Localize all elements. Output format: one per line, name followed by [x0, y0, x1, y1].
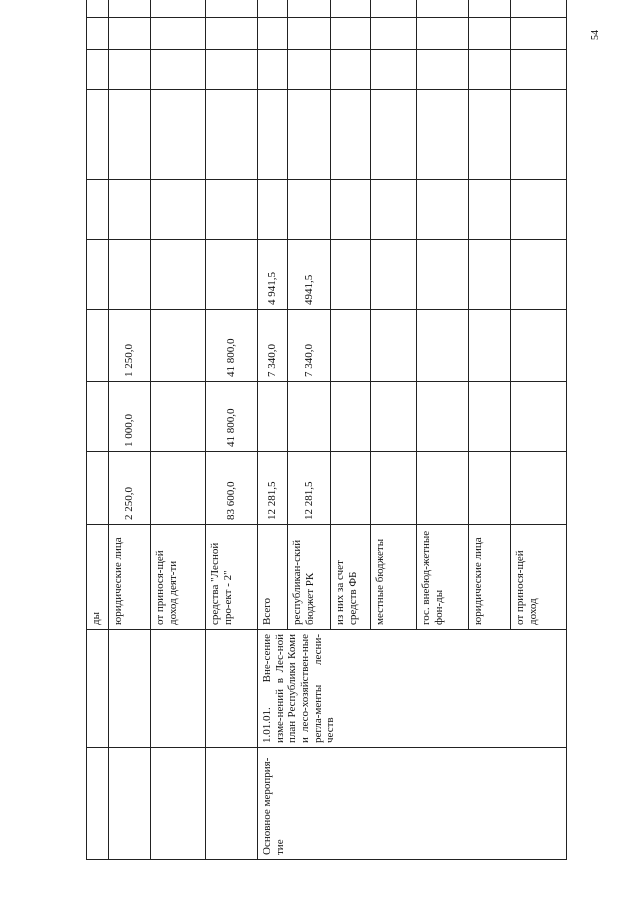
funding-table: [86, 0, 567, 860]
table-cell: 41 800,0: [206, 382, 258, 452]
table-cell: [469, 452, 511, 525]
table-cell: [469, 180, 511, 240]
table-cell: [469, 90, 511, 180]
table-cell: [511, 90, 567, 180]
table-cell: [371, 50, 417, 90]
table-cell: [288, 90, 331, 180]
table-cell: [469, 310, 511, 382]
table-cell: [206, 90, 258, 180]
table-cell: [109, 240, 151, 310]
table-cell: юридические лица: [469, 525, 511, 630]
table-cell: [151, 452, 206, 525]
table-cell: [258, 18, 288, 50]
table-cell: из них за счет средств ФБ: [331, 525, 371, 630]
table-row: [87, 0, 109, 860]
table-row: [206, 0, 258, 860]
table-cell: [511, 240, 567, 310]
table-cell: [469, 240, 511, 310]
table-cell: [109, 18, 151, 50]
table-cell: местные бюджеты: [371, 525, 417, 630]
table-cell: [109, 630, 151, 748]
table-cell: [511, 50, 567, 90]
table-cell: [417, 180, 469, 240]
table-cell: [151, 310, 206, 382]
table-cell: [417, 50, 469, 90]
table-cell: [288, 382, 331, 452]
table-cell: [206, 180, 258, 240]
table-cell: [288, 0, 331, 18]
table-cell: [511, 180, 567, 240]
table-cell: [87, 50, 109, 90]
table-cell: средства "Лесной про-ект - 2": [206, 525, 258, 630]
table-cell: [258, 90, 288, 180]
table-cell: [417, 452, 469, 525]
table-cell: [87, 310, 109, 382]
table-cell: [87, 382, 109, 452]
table-cell: [87, 18, 109, 50]
table-cell: [87, 0, 109, 18]
table-cell: 7 340,0: [258, 310, 288, 382]
table-cell: 1 000,0: [109, 382, 151, 452]
table-cell: [109, 90, 151, 180]
table-cell: [87, 240, 109, 310]
table-cell: республикан-ский бюджет РК: [288, 525, 331, 630]
table-cell: [151, 50, 206, 90]
table-cell: юридические лица: [109, 525, 151, 630]
table-cell: [87, 748, 109, 860]
table-cell: гос. внебюд-жетные фон-ды: [417, 525, 469, 630]
table-cell: [371, 180, 417, 240]
table-cell: [511, 18, 567, 50]
table-cell: [371, 18, 417, 50]
table-cell: 12 281,5: [258, 452, 288, 525]
table-cell: [331, 240, 371, 310]
table-cell: 4 941,5: [258, 240, 288, 310]
table-cell: [151, 18, 206, 50]
table-cell: от принося-щей доход: [511, 525, 567, 630]
table-cell: 2 250,0: [109, 452, 151, 525]
activity-description-cell: 1.01.01. Вне-сение изме-нений в Лес-ной план Республики Коми и лесо-хозяйствен-ные регла-менты лесни-честв: [258, 630, 567, 748]
table-cell: 41 800,0: [206, 310, 258, 382]
table-cell: [331, 310, 371, 382]
table-cell: 83 600,0: [206, 452, 258, 525]
table-cell: [151, 382, 206, 452]
table-cell: [417, 310, 469, 382]
table-cell: [109, 180, 151, 240]
table-cell: [258, 0, 288, 18]
table-cell: [331, 0, 371, 18]
table-cell: [469, 0, 511, 18]
table-row: [109, 0, 151, 860]
table-rotation-wrapper: [86, 8, 566, 860]
table-cell: [417, 382, 469, 452]
table-cell: [371, 382, 417, 452]
table-cell: [206, 630, 258, 748]
table-cell: [331, 180, 371, 240]
table-cell: от принося-щей доход деят-ти: [151, 525, 206, 630]
table-row: [258, 0, 288, 860]
table-cell: Всего: [258, 525, 288, 630]
table-cell: [109, 50, 151, 90]
table-cell: [206, 18, 258, 50]
activity-type-cell: Основное мероприя-тие: [258, 748, 567, 860]
table-cell: [258, 180, 288, 240]
table-cell: [258, 382, 288, 452]
table-cell: [87, 90, 109, 180]
table-cell: [331, 18, 371, 50]
table-cell: [206, 50, 258, 90]
table-cell: [417, 0, 469, 18]
table-cell: [469, 18, 511, 50]
table-cell: [288, 50, 331, 90]
table-cell: [371, 310, 417, 382]
table-cell: [206, 240, 258, 310]
table-cell: [206, 748, 258, 860]
table-cell: [417, 18, 469, 50]
table-cell: [511, 382, 567, 452]
table-cell: 7 340,0: [288, 310, 331, 382]
table-cell: 1 250,0: [109, 310, 151, 382]
table-cell: [151, 180, 206, 240]
table-cell: [331, 382, 371, 452]
table-cell: [331, 452, 371, 525]
table-cell: [151, 0, 206, 18]
table-cell: [331, 90, 371, 180]
table-cell: [151, 90, 206, 180]
table-cell: [511, 0, 567, 18]
table-cell: [288, 180, 331, 240]
table-cell: [469, 382, 511, 452]
table-cell: [371, 90, 417, 180]
table-cell: [511, 452, 567, 525]
table-cell: ды: [87, 525, 109, 630]
table-cell: [87, 630, 109, 748]
page-number: 54: [590, 30, 601, 40]
table-cell: [109, 0, 151, 18]
table-cell: [469, 50, 511, 90]
table-cell: [109, 748, 151, 860]
table-cell: [371, 240, 417, 310]
table-cell: 4941,5: [288, 240, 331, 310]
table-cell: [417, 240, 469, 310]
table-cell: [87, 452, 109, 525]
table-cell: [258, 50, 288, 90]
table-cell: [87, 180, 109, 240]
table-cell: 12 281,5: [288, 452, 331, 525]
table-cell: [331, 50, 371, 90]
table-cell: [511, 310, 567, 382]
table-cell: [151, 748, 206, 860]
table-cell: [151, 630, 206, 748]
rotated-table-sheet: [86, 8, 566, 860]
table-cell: [288, 18, 331, 50]
table-cell: [417, 90, 469, 180]
table-cell: [371, 452, 417, 525]
table-row: [151, 0, 206, 860]
table-cell: [206, 0, 258, 18]
table-cell: [371, 0, 417, 18]
table-cell: [151, 240, 206, 310]
